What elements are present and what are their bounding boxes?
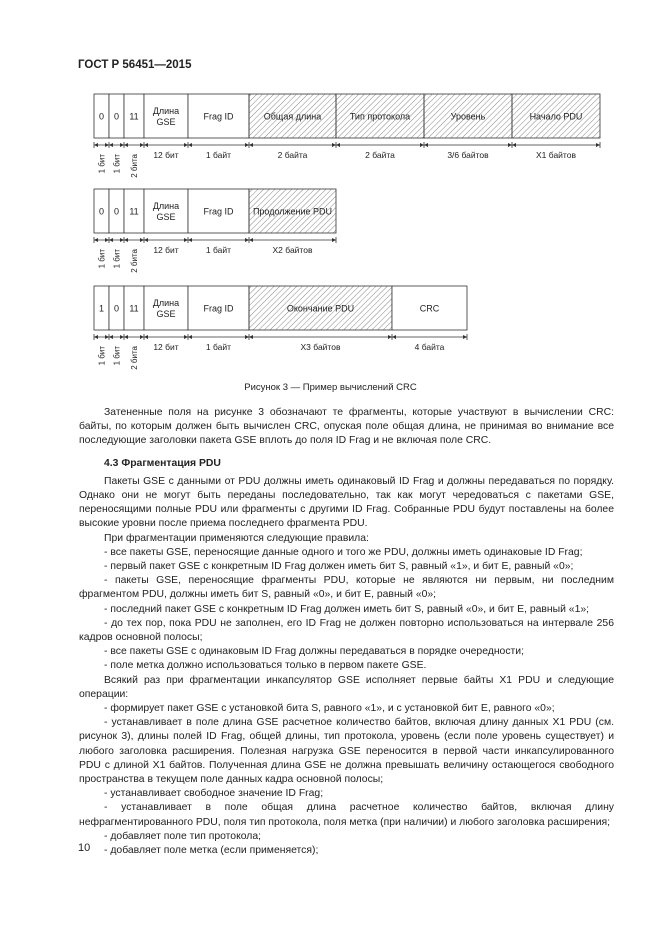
body-text bbox=[79, 406, 614, 858]
size-label: 1 бит bbox=[112, 154, 122, 174]
field-label: Длина bbox=[152, 106, 180, 116]
field-label: Длина bbox=[152, 201, 180, 211]
field-label: 0 bbox=[98, 111, 105, 122]
size-label: 4 байта bbox=[414, 342, 445, 352]
encap-step: - добавляет поле метка (если применяется); bbox=[104, 845, 319, 857]
section-heading: 4.3 Фрагментация PDU bbox=[104, 457, 221, 469]
encap-step: - устанавливает свободное значение ID Frag; bbox=[104, 788, 324, 800]
page-number: 10 bbox=[78, 842, 91, 854]
diagram-1 bbox=[94, 94, 600, 178]
encap-step: - формирует пакет GSE с установкой бита S, равного «1», и с установкой бит E, равного «0»; bbox=[104, 703, 555, 715]
field-label: 11 bbox=[129, 111, 139, 122]
rule-item: - все пакеты GSE, переносящие данные одного и того же PDU, должны иметь одинаковые ID Frag; bbox=[104, 546, 583, 558]
size-label: X2 байтов bbox=[272, 245, 313, 255]
field-label: 11 bbox=[129, 206, 139, 217]
size-label: 1 бит bbox=[112, 249, 122, 269]
document-header: ГОСТ Р 56451—2015 bbox=[78, 59, 192, 71]
size-label: 1 байт bbox=[205, 342, 232, 352]
rule-item: - последний пакет GSE с конкретным ID Frag должен иметь бит S, равный «0», и бит E, равный «1»; bbox=[104, 603, 590, 615]
encap-step: - устанавливает в поле длина GSE расчетное количество байтов, включая длину данных X1 PDU (см. рисунок 3), длины полей ID Frag, общей длины, тип протокола, уровень (если поле уровень существует) и любого заголовка расширения. Полезная нагрузка GSE переносится в первой части инкапсулированного PDU с длиной X1 байтов. Полученная длина GSE не должна превышать величину остающегося свободного пространства в текущем поле данных кадра основной полосы; bbox=[79, 717, 614, 786]
field-label: Длина bbox=[152, 298, 180, 308]
size-label: 12 бит bbox=[153, 245, 179, 255]
size-label: 2 байта bbox=[365, 150, 395, 160]
paragraph-fragmentation: Пакеты GSE с данными от PDU должны иметь одинаковый ID Frag и должны передаваться по порядку. Однако они не могут быть переданы последовательно, так как могут чередоваться с пакетами GSE, переносящими полные PDU или фрагменты с другими ID Frag. Собранные PDU будут поставлены на более высокие уровни после приема последнего фрагмента PDU. bbox=[79, 475, 614, 530]
paragraph-intro: Затененные поля на рисунке 3 обозначают те фрагменты, которые участвуют в вычислении CRC: байты, по которым должен быть вычислен CRC, опуская поле общая длина, не принимая во внимание все последующие заголовки пакета GSE вплоть до поля ID Frag и не включая поле CRC. bbox=[79, 407, 614, 447]
field-label: CRC bbox=[419, 303, 440, 314]
size-label: 12 бит bbox=[153, 342, 179, 352]
field-label: Тип протокола bbox=[349, 111, 411, 122]
size-label: 1 байт bbox=[205, 245, 232, 255]
rules-intro: При фрагментации применяются следующие правила: bbox=[104, 532, 369, 544]
field-label: Frag ID bbox=[203, 206, 234, 217]
encap-intro: Всякий раз при фрагментации инкапсулятор GSE исполняет первые байты X1 PDU и следующие операции: bbox=[79, 674, 614, 700]
size-label: 1 бит bbox=[97, 154, 107, 174]
field-label: Frag ID bbox=[203, 303, 234, 314]
fragment-diagrams bbox=[0, 0, 661, 380]
size-label: 2 бита bbox=[130, 346, 139, 370]
field-label: 0 bbox=[113, 303, 120, 314]
rule-item: - все пакеты GSE с одинаковым ID Frag должны передаваться в порядке очередности; bbox=[104, 646, 524, 658]
field-label: Окончание PDU bbox=[286, 303, 355, 314]
rule-item: - до тех пор, пока PDU не заполнен, его ID Frag не должен повторно использоваться на интервале 256 кадров основной полосы; bbox=[79, 617, 614, 644]
rule-item: - поле метка должно использоваться только в первом пакете GSE. bbox=[104, 660, 427, 672]
size-label: 1 бит bbox=[112, 346, 122, 366]
rule-item: - пакеты GSE, переносящие фрагменты PDU, которые не являются ни первым, ни последним фрагментом PDU, должны иметь бит S, равный «0», и бит E, равный «0»; bbox=[79, 575, 614, 601]
field-label: 0 bbox=[98, 206, 105, 217]
field-label: 0 bbox=[113, 206, 120, 217]
size-label: 12 бит bbox=[153, 150, 179, 160]
field-label: GSE bbox=[156, 309, 176, 319]
rule-item: - первый пакет GSE с конкретным ID Frag должен иметь бит S, равный «1», и бит E, равный «0»; bbox=[104, 561, 574, 573]
field-label: Начало PDU bbox=[529, 111, 583, 122]
encap-step: - добавляет поле тип протокола; bbox=[104, 830, 262, 842]
size-label: 2 байта bbox=[277, 150, 308, 160]
field-label: Frag ID bbox=[203, 111, 234, 122]
size-label: X1 байтов bbox=[536, 150, 576, 160]
field-label: GSE bbox=[156, 212, 176, 222]
field-label: 11 bbox=[129, 303, 139, 314]
size-label: 3/6 байтов bbox=[447, 150, 489, 160]
diagram-2 bbox=[94, 189, 336, 273]
size-label: 2 бита bbox=[130, 249, 139, 273]
size-label: X3 байтов bbox=[300, 342, 341, 352]
figure-caption: Рисунок 3 — Пример вычислений CRC bbox=[244, 382, 417, 393]
field-label: 1 bbox=[98, 303, 105, 314]
size-label: 1 бит bbox=[97, 249, 107, 269]
size-label: 2 бита bbox=[130, 154, 139, 178]
size-label: 1 байт bbox=[205, 150, 232, 160]
size-label: 1 бит bbox=[97, 346, 107, 366]
field-label: Общая длина bbox=[263, 111, 322, 122]
field-label: Продолжение PDU bbox=[252, 206, 333, 217]
encap-step: - устанавливает в поле общая длина расчетное количество байтов, включая длину нефрагментированного PDU, поля тип протокола, поля метка (при наличии) и любого заголовка расширения; bbox=[79, 802, 614, 828]
field-label: GSE bbox=[156, 117, 176, 127]
diagram-3 bbox=[94, 286, 467, 370]
field-label: 0 bbox=[113, 111, 120, 122]
field-label: Уровень bbox=[450, 111, 486, 122]
